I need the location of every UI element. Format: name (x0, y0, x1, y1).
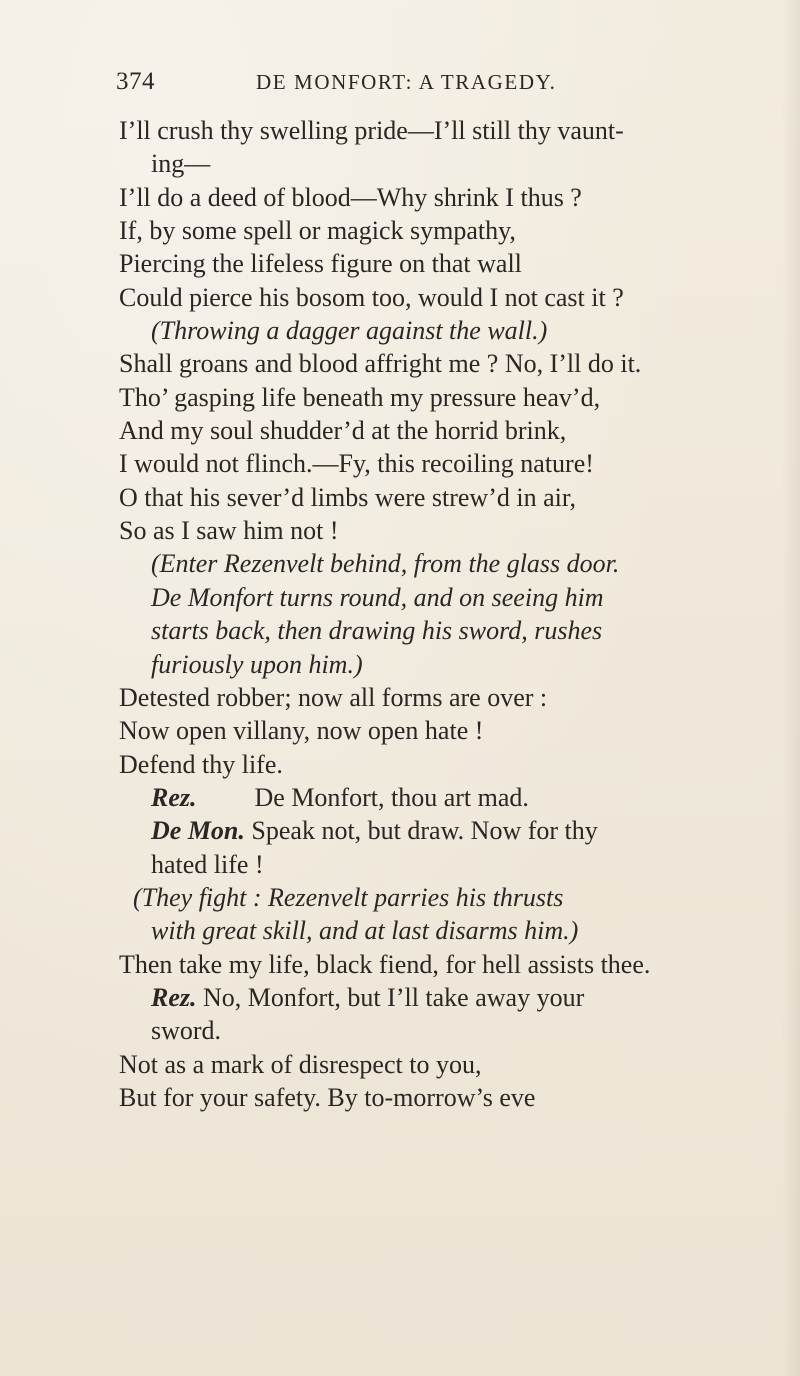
text-line: But for your safety. By to-morrow’s eve (119, 1082, 536, 1112)
text-line: Now open villany, now open hate ! (119, 716, 484, 746)
running-head: DE MONFORT: A TRAGEDY. (256, 70, 557, 94)
stage-direction: with great skill, and at last disarms him.) (151, 916, 579, 946)
speaker-name: Rez. (151, 982, 197, 1012)
text-line: Not as a mark of disrespect to you, (119, 1049, 482, 1079)
dialogue-line (119, 781, 759, 814)
text-line: Detested robber; now all forms are over : (119, 682, 548, 712)
speech-text: De Monfort, thou art mad. (254, 782, 529, 812)
text-line: Could pierce his bosom too, would I not cast it ? (119, 282, 624, 312)
text-line: Then take my life, black fiend, for hell assists thee. (119, 949, 651, 979)
speaker-name: De Mon. (151, 816, 245, 846)
text-line: Piercing the lifeless figure on that wall (119, 249, 522, 279)
page-edge-shadow (782, 0, 800, 1376)
text-line: I’ll crush thy swelling pride—I’ll still thy vaunt- (119, 116, 624, 145)
page-number: 374 (116, 68, 155, 95)
text-line: ing— (151, 149, 211, 179)
page-header (116, 68, 676, 98)
stage-direction: (They fight : Rezenvelt parries his thrusts (133, 882, 564, 912)
stage-direction: starts back, then drawing his sword, rushes (151, 616, 603, 646)
text-line: sword. (151, 1016, 222, 1046)
text-line: hated life ! (151, 849, 264, 879)
text-block (119, 114, 759, 1114)
stage-direction: De Monfort turns round, and on seeing him (151, 582, 604, 612)
stage-direction: (Throwing a dagger against the wall.) (151, 316, 548, 346)
stage-direction: (Enter Rezenvelt behind, from the glass door. (151, 549, 620, 579)
speech-text: Speak not, but draw. Now for thy (251, 816, 598, 846)
text-line: O that his sever’d limbs were strew’d in air, (119, 482, 576, 512)
text-line: Shall groans and blood affright me ? No, I’ll do it. (119, 349, 642, 379)
text-line: Tho’ gasping life beneath my pressure heav’d, (119, 382, 601, 412)
text-line: And my soul shudder’d at the horrid brink, (119, 416, 567, 446)
text-line: So as I saw him not ! (119, 516, 339, 546)
stage-direction: furiously upon him.) (151, 649, 363, 679)
dialogue-line (119, 981, 759, 1014)
speech-text: No, Monfort, but I’ll take away your (203, 982, 585, 1012)
speaker-name: Rez. (151, 782, 197, 812)
text-line: I’ll do a deed of blood—Why shrink I thus ? (119, 182, 582, 212)
text-line: Defend thy life. (119, 749, 283, 779)
text-line: If, by some spell or magick sympathy, (119, 216, 516, 246)
dialogue-line (119, 814, 759, 847)
text-line: I would not flinch.—Fy, this recoiling nature! (119, 449, 594, 479)
